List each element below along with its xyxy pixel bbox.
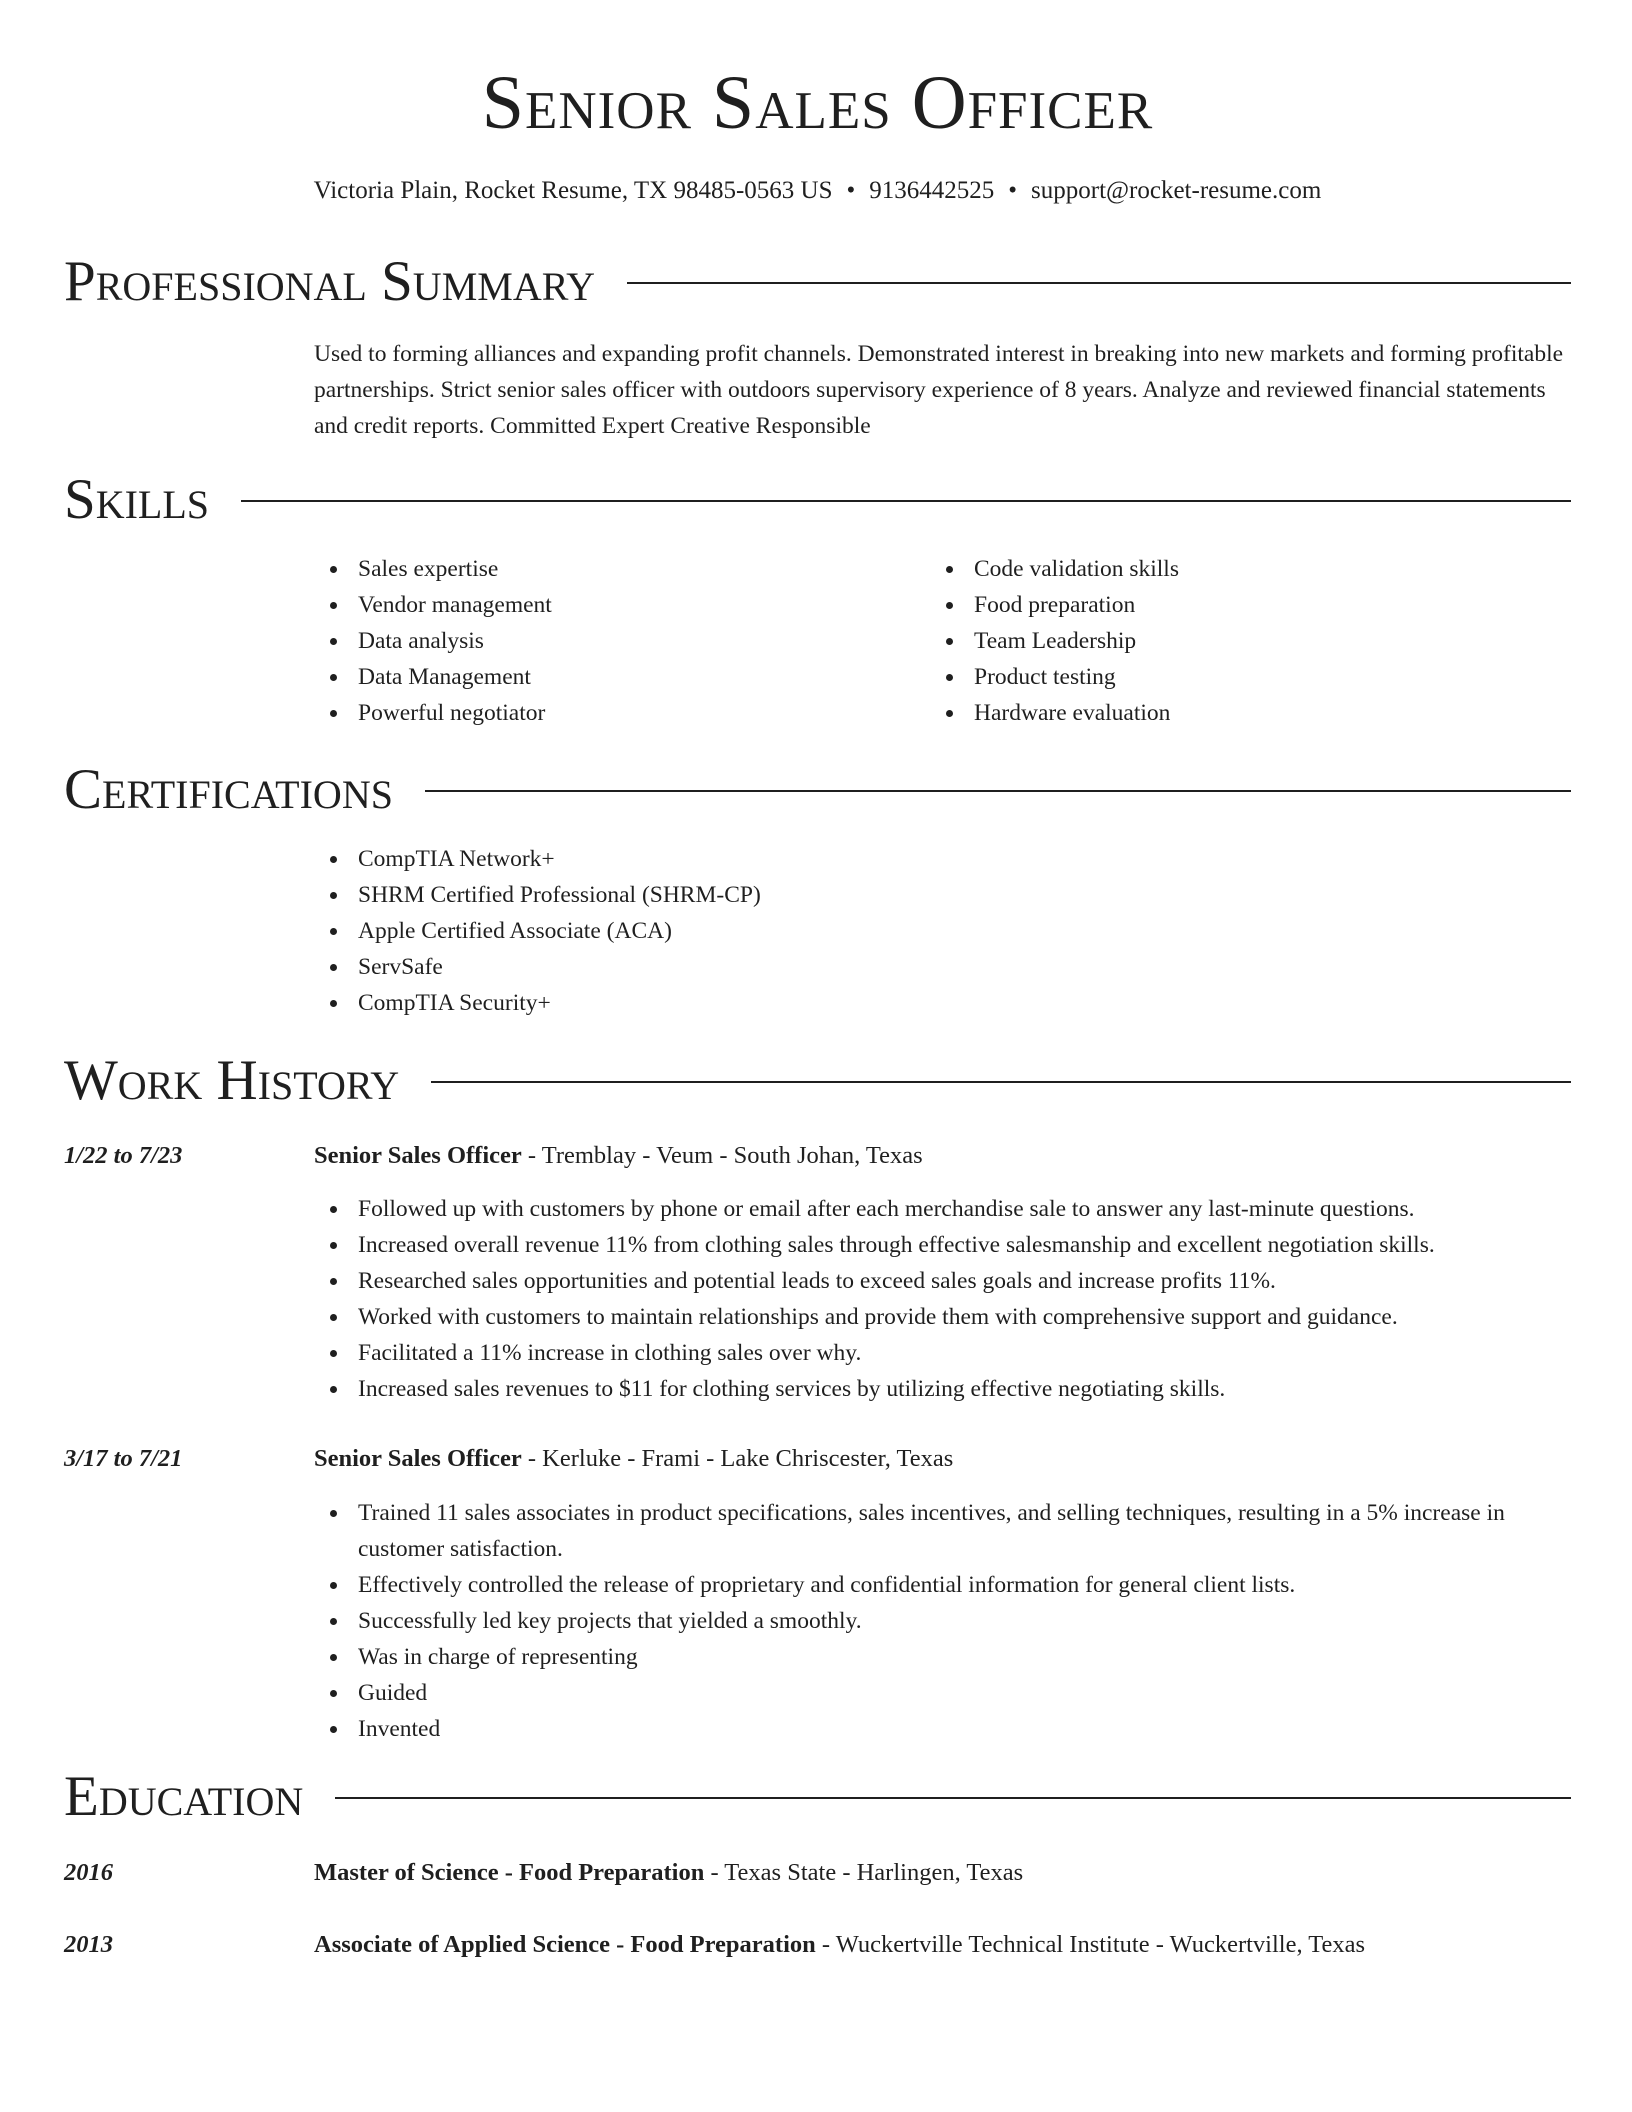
skills-section-header xyxy=(64,468,1571,532)
education-degree: Master of Science - Food Preparation xyxy=(314,1859,705,1886)
job-bullet: Successfully led key projects that yielded a smoothly. xyxy=(314,1603,1571,1639)
contact-email: support@rocket-resume.com xyxy=(1031,177,1322,204)
job-bullets xyxy=(314,1191,1571,1407)
skills-column-right xyxy=(930,551,1530,731)
resume-name: Senior Sales Officer xyxy=(481,61,1154,145)
job-bullet: Effectively controlled the release of proprietary and confidential information for general client lists. xyxy=(314,1567,1571,1603)
job-bullet: Facilitated a 11% increase in clothing sales over why. xyxy=(314,1335,1571,1371)
skill-item: Data Management xyxy=(314,659,914,695)
education-section-header xyxy=(64,1765,1571,1829)
certification-item: Apple Certified Associate (ACA) xyxy=(314,913,1214,949)
section-divider xyxy=(627,282,1571,284)
section-divider xyxy=(241,500,1571,502)
section-title-certifications: Certifications xyxy=(64,758,393,821)
job-bullet: Researched sales opportunities and potential leads to exceed sales goals and increase profits 11%. xyxy=(314,1263,1571,1299)
job-dates: 1/22 to 7/23 xyxy=(64,1142,183,1169)
certifications-list xyxy=(314,841,1214,1021)
skill-item: Hardware evaluation xyxy=(930,695,1530,731)
education-year: 2016 xyxy=(64,1859,113,1886)
certification-item: ServSafe xyxy=(314,949,1214,985)
certification-item: CompTIA Security+ xyxy=(314,985,1214,1021)
job-title: Senior Sales Officer xyxy=(314,1445,522,1472)
job-bullet: Was in charge of representing xyxy=(314,1639,1571,1675)
contact-phone: 9136442525 xyxy=(869,177,995,204)
section-divider xyxy=(335,1797,1571,1799)
skill-item: Data analysis xyxy=(314,623,914,659)
section-title-work-history: Work History xyxy=(64,1049,400,1112)
job-bullet: Trained 11 sales associates in product specifications, sales incentives, and selling techniques, resulting in a 5% increase in customer satisfaction. xyxy=(314,1495,1571,1567)
section-title-summary: Professional Summary xyxy=(64,250,596,313)
job-bullet: Guided xyxy=(314,1675,1571,1711)
skill-item: Sales expertise xyxy=(314,551,914,587)
job-bullets xyxy=(314,1495,1571,1747)
contact-separator: • xyxy=(846,177,856,204)
contact-separator: • xyxy=(1008,177,1018,204)
contact-line xyxy=(64,174,1571,208)
job-title-line xyxy=(314,1441,953,1477)
certifications-section-header xyxy=(64,758,1571,822)
education-school: - Texas State - Harlingen, Texas xyxy=(704,1859,1024,1886)
education-degree: Associate of Applied Science - Food Preparation xyxy=(314,1931,816,1958)
skill-item: Code validation skills xyxy=(930,551,1530,587)
job-bullet: Increased overall revenue 11% from clothing sales through effective salesmanship and excellent negotiation skills. xyxy=(314,1227,1571,1263)
job-bullet: Followed up with customers by phone or email after each merchandise sale to answer any last-minute questions. xyxy=(314,1191,1571,1227)
education-title-line xyxy=(314,1927,1365,1963)
skill-item: Food preparation xyxy=(930,587,1530,623)
skills-column-left xyxy=(314,551,914,731)
job-employer: - Kerluke - Frami - Lake Chriscester, Texas xyxy=(521,1445,954,1472)
job-title: Senior Sales Officer xyxy=(314,1142,522,1169)
skill-item: Team Leadership xyxy=(930,623,1530,659)
skill-item: Powerful negotiator xyxy=(314,695,914,731)
section-title-education: Education xyxy=(64,1765,304,1828)
job-bullet: Increased sales revenues to $11 for clothing services by utilizing effective negotiating skills. xyxy=(314,1371,1571,1407)
skill-item: Product testing xyxy=(930,659,1530,695)
contact-address: Victoria Plain, Rocket Resume, TX 98485-0563 US xyxy=(313,177,833,204)
section-divider xyxy=(425,790,1571,792)
job-title-line xyxy=(314,1138,923,1174)
summary-text: Used to forming alliances and expanding profit channels. Demonstrated interest in breaking into new markets and forming profitable partnerships. Strict senior sales officer with outdoors supervisory experience of 8 years. Analyze and reviewed financial statements and credit reports. Committed Expert Creative Responsible xyxy=(314,341,1564,439)
work-history-section-header xyxy=(64,1049,1571,1113)
education-school: - Wuckertville Technical Institute - Wuckertville, Texas xyxy=(815,1931,1366,1958)
summary-section-header xyxy=(64,250,1571,314)
certification-item: CompTIA Network+ xyxy=(314,841,1214,877)
education-title-line xyxy=(314,1855,1023,1891)
skill-item: Vendor management xyxy=(314,587,914,623)
section-divider xyxy=(431,1081,1571,1083)
job-bullet: Invented xyxy=(314,1711,1571,1747)
certification-item: SHRM Certified Professional (SHRM-CP) xyxy=(314,877,1214,913)
section-title-skills: Skills xyxy=(64,468,210,531)
job-bullet: Worked with customers to maintain relationships and provide them with comprehensive support and guidance. xyxy=(314,1299,1571,1335)
education-year: 2013 xyxy=(64,1931,113,1958)
job-dates: 3/17 to 7/21 xyxy=(64,1445,183,1472)
job-employer: - Tremblay - Veum - South Johan, Texas xyxy=(521,1142,923,1169)
